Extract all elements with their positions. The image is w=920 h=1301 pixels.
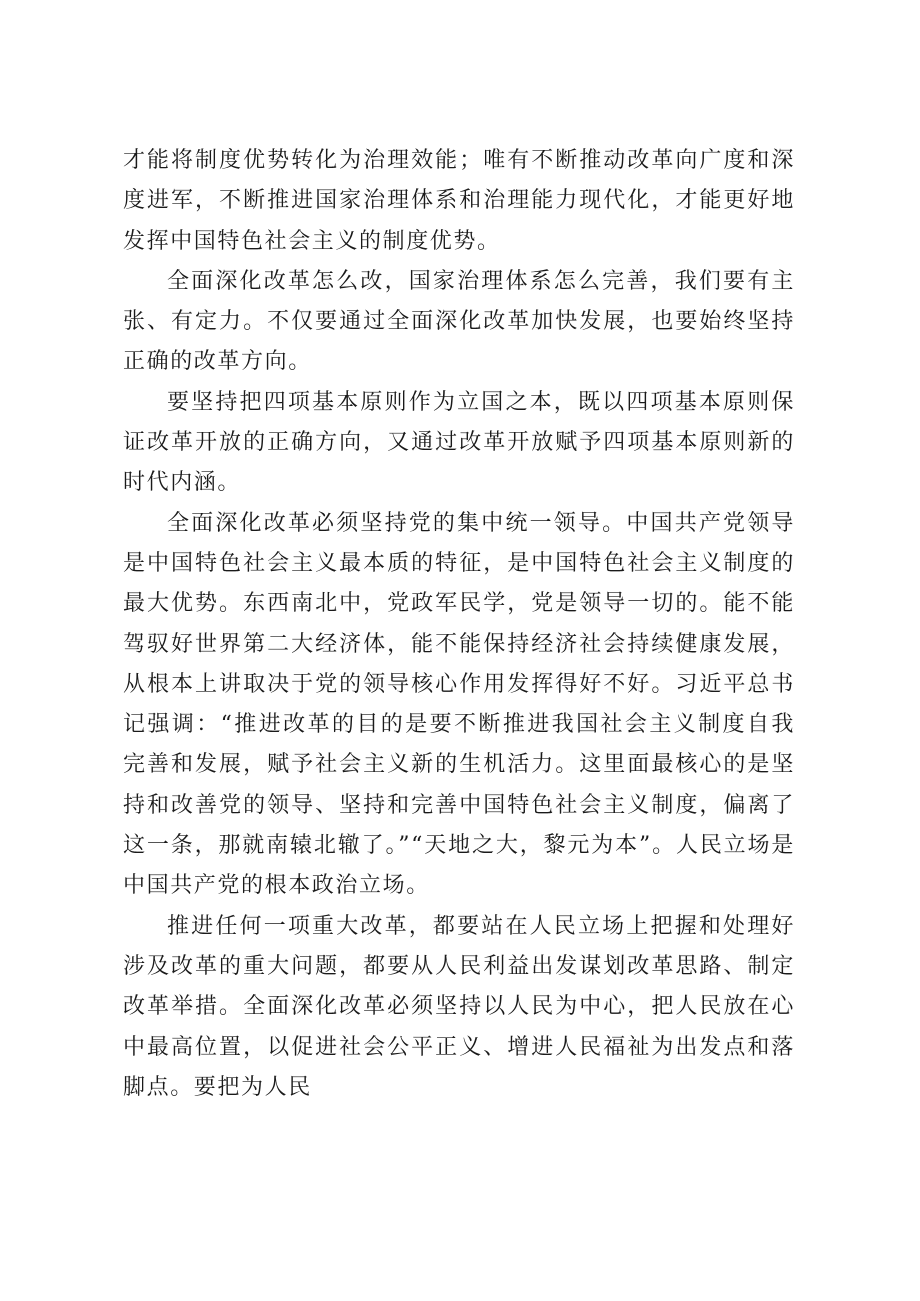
paragraph-1: 才能将制度优势转化为治理效能；唯有不断推动改革向广度和深度进军，不断推进国家治理体系和治理能力现代化，才能更好地发挥中国特色社会主义的制度优势。 bbox=[123, 148, 795, 254]
paragraph-4: 全面深化改革必须坚持党的集中统一领导。中国共产党领导是中国特色社会主义最本质的特征，是中国特色社会主义制度的最大优势。东西南北中，党政军民学，党是领导一切的。能不能驾驭好世界第二大经济体，能不能保持经济社会持续健康发展，从根本上讲取决于党的领导核心作用发挥得好不好。习近平总书记强调：“推进改革的目的是要不断推进我国社会主义制度自我完善和发展，赋予社会主义新的生机活力。这里面最核心的是坚持和改善党的领导、坚持和完善中国特色社会主义制度，偏离了这一条，那就南辕北辙了。”“天地之大，黎元为本”。人民立场是中国共产党的根本政治立场。 bbox=[123, 510, 795, 899]
paragraph-2: 全面深化改革怎么改，国家治理体系怎么完善，我们要有主张、有定力。不仅要通过全面深化改革加快发展，也要始终坚持正确的改革方向。 bbox=[123, 268, 795, 375]
paragraph-5: 推进任何一项重大改革，都要站在人民立场上把握和处理好涉及改革的重大问题，都要从人民利益出发谋划改革思路、制定改革举措。全面深化改革必须坚持以人民为中心，把人民放在心中最高位置，以促进社会公平正义、增进人民福祉为出发点和落脚点。要把为人民 bbox=[123, 913, 795, 1100]
paragraph-3: 要坚持把四项基本原则作为立国之本，既以四项基本原则保证改革开放的正确方向，又通过改革开放赋予四项基本原则新的时代内涵。 bbox=[123, 389, 795, 496]
document-body bbox=[123, 141, 795, 1108]
